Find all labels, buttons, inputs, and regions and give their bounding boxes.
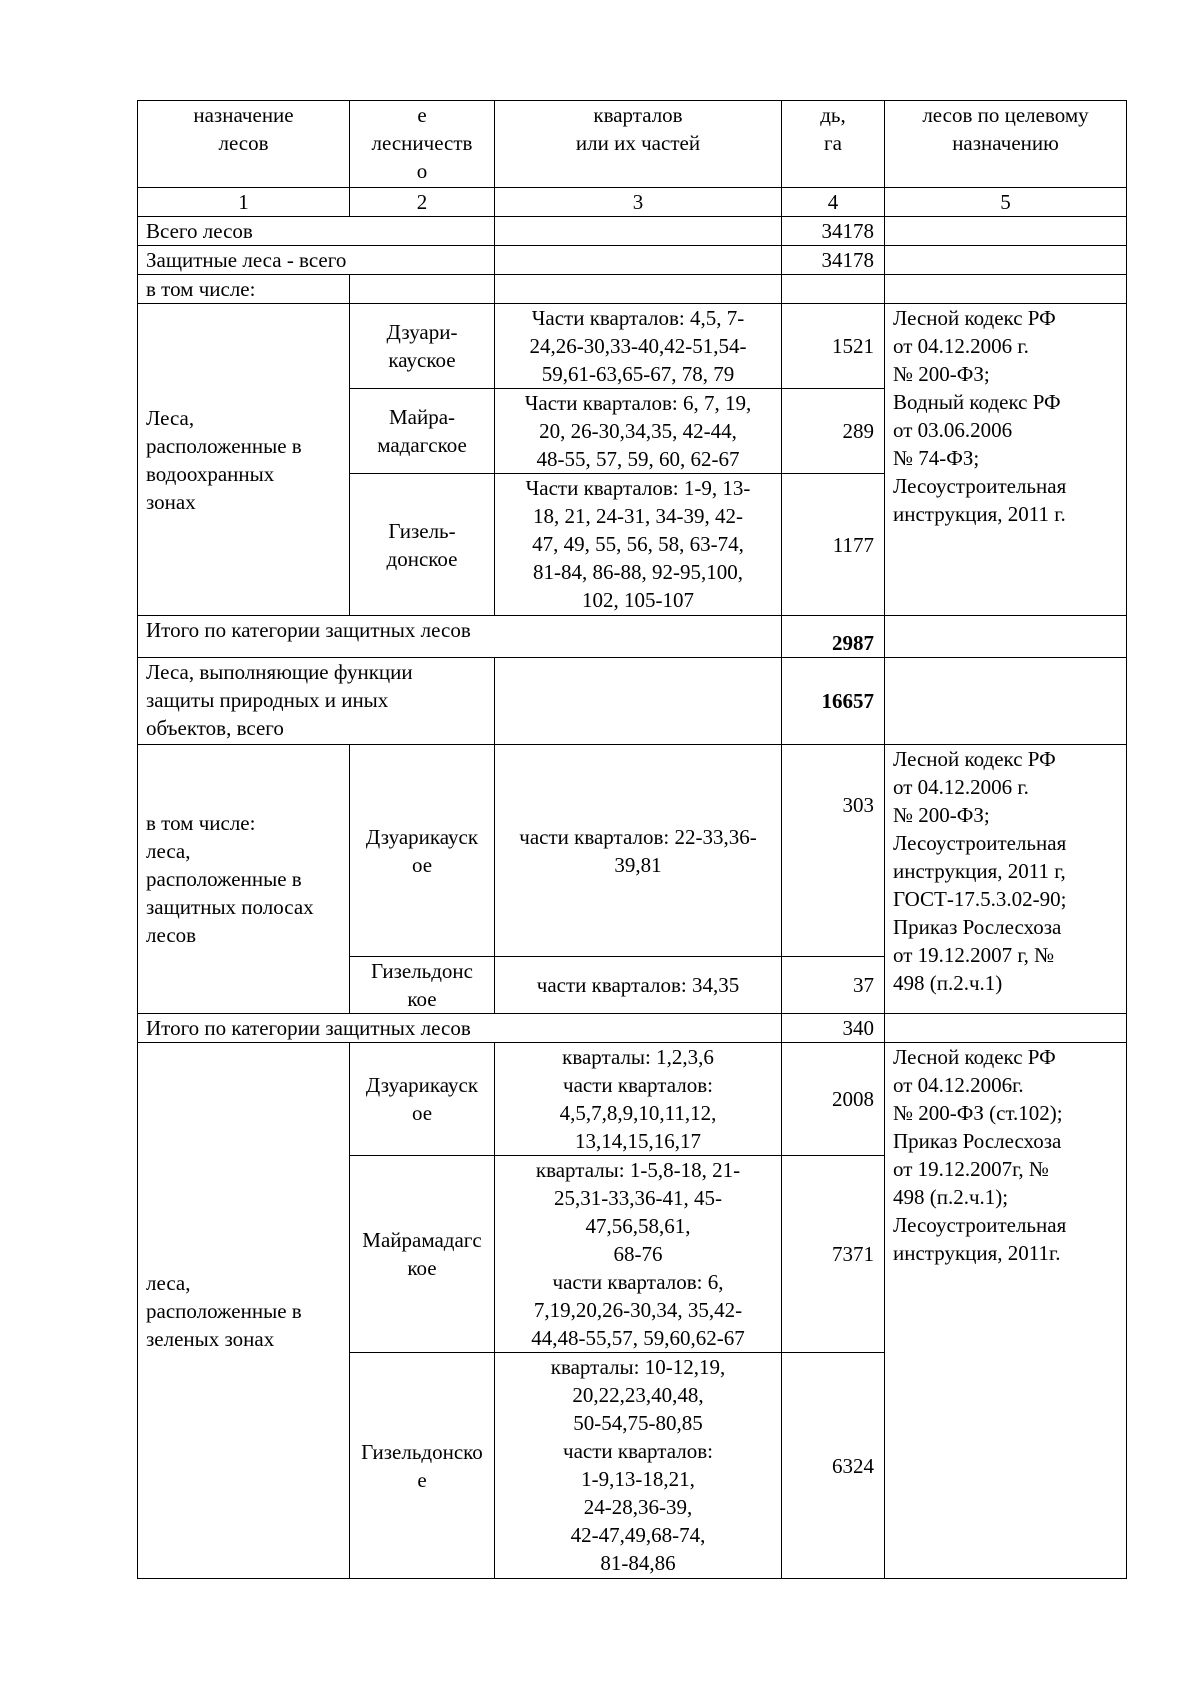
area-value: 289 xyxy=(782,389,885,474)
subtotal-label: Итого по категории защитных лесов xyxy=(138,616,782,658)
subtotal-area: 2987 xyxy=(782,616,885,658)
category-green-zones: леса, расположенные в зеленых зонах xyxy=(138,1043,350,1579)
quarters-list: части кварталов: 22-33,36- 39,81 xyxy=(495,745,782,957)
area-value: 6324 xyxy=(782,1353,885,1579)
table-row xyxy=(138,304,1127,389)
quarters-list: кварталы: 1-5,8-18, 21- 25,31-33,36-41, 45- 47,56,58,61, 68-76 части кварталов: 6, 7,19,20,26-30,34, 35,42- 44,48-55,57, 59,60,62-67 xyxy=(495,1156,782,1353)
empty-cell xyxy=(885,275,1127,304)
empty-cell xyxy=(495,217,782,246)
header-cell-purpose: назначение лесов xyxy=(138,101,350,188)
forestry-name: Гизель- донское xyxy=(350,474,495,616)
header-cell-basis: лесов по целевому назначению xyxy=(885,101,1127,188)
table-header-row xyxy=(138,101,1127,188)
header-cell-forestry: е лесничеств о xyxy=(350,101,495,188)
table-row-including xyxy=(138,275,1127,304)
empty-cell xyxy=(782,275,885,304)
forestry-name: Дзуарикауск ое xyxy=(350,745,495,957)
header-cell-area: дь, га xyxy=(782,101,885,188)
table-row-protective-total xyxy=(138,246,1127,275)
category-water-zones: Леса, расположенные в водоохранных зонах xyxy=(138,304,350,616)
quarters-list: кварталы: 1,2,3,6 части кварталов: 4,5,7,8,9,10,11,12, 13,14,15,16,17 xyxy=(495,1043,782,1156)
including-label: в том числе: xyxy=(138,275,350,304)
table-row-subtotal xyxy=(138,1014,1127,1043)
quarters-list: кварталы: 10-12,19, 20,22,23,40,48, 50-54,75-80,85 части кварталов: 1-9,13-18,21, 24-28,36-39, 42-47,49,68-74, 81-84,86 xyxy=(495,1353,782,1579)
table-row-objects-protection xyxy=(138,658,1127,745)
table-row-subtotal xyxy=(138,616,1127,658)
area-value: 1177 xyxy=(782,474,885,616)
total-area: 34178 xyxy=(782,217,885,246)
header-cell-quarters: кварталов или их частей xyxy=(495,101,782,188)
table-row xyxy=(138,745,1127,957)
forestry-name: Гизельдонс кое xyxy=(350,957,495,1014)
area-value: 2008 xyxy=(782,1043,885,1156)
empty-cell xyxy=(885,1014,1127,1043)
quarters-list: Части кварталов: 1-9, 13- 18, 21, 24-31, 34-39, 42- 47, 49, 55, 56, 58, 63-74, 81-84, 86-88, 92-95,100, 102, 105-107 xyxy=(495,474,782,616)
legal-basis: Лесной кодекс РФ от 04.12.2006 г. № 200-ФЗ; Водный кодекс РФ от 03.06.2006 № 74-ФЗ; Лесоустроительная инструкция, 2011 г. xyxy=(885,304,1127,616)
empty-cell xyxy=(885,658,1127,745)
forestry-name: Гизельдонско е xyxy=(350,1353,495,1579)
quarters-list: Части кварталов: 6, 7, 19, 20, 26-30,34,35, 42-44, 48-55, 57, 59, 60, 62-67 xyxy=(495,389,782,474)
empty-cell xyxy=(350,275,495,304)
empty-cell xyxy=(885,246,1127,275)
area-value: 7371 xyxy=(782,1156,885,1353)
empty-cell xyxy=(495,246,782,275)
protective-total-area: 34178 xyxy=(782,246,885,275)
column-number: 4 xyxy=(782,188,885,217)
protective-total-label: Защитные леса - всего xyxy=(138,246,495,275)
subtotal-area: 340 xyxy=(782,1014,885,1043)
forestry-name: Дзуари- кауское xyxy=(350,304,495,389)
column-number: 3 xyxy=(495,188,782,217)
table-row-total xyxy=(138,217,1127,246)
objects-protection-label: Леса, выполняющие функции защиты природных и иных объектов, всего xyxy=(138,658,495,745)
column-number-row xyxy=(138,188,1127,217)
quarters-list: Части кварталов: 4,5, 7- 24,26-30,33-40,42-51,54- 59,61-63,65-67, 78, 79 xyxy=(495,304,782,389)
legal-basis: Лесной кодекс РФ от 04.12.2006г. № 200-ФЗ (ст.102); Приказ Рослесхоза от 19.12.2007г, № 498 (п.2.ч.1); Лесоустроительная инструкция, 2011г. xyxy=(885,1043,1127,1579)
table-row xyxy=(138,1043,1127,1156)
area-value: 1521 xyxy=(782,304,885,389)
forestry-name: Дзуарикауск ое xyxy=(350,1043,495,1156)
forest-purpose-table xyxy=(137,100,1127,1579)
objects-protection-area: 16657 xyxy=(782,658,885,745)
forestry-name: Майрамадагс кое xyxy=(350,1156,495,1353)
column-number: 1 xyxy=(138,188,350,217)
column-number: 5 xyxy=(885,188,1127,217)
empty-cell xyxy=(495,275,782,304)
area-value: 303 xyxy=(782,745,885,957)
empty-cell xyxy=(885,616,1127,658)
empty-cell xyxy=(495,658,782,745)
empty-cell xyxy=(885,217,1127,246)
subtotal-label: Итого по категории защитных лесов xyxy=(138,1014,782,1043)
forestry-name: Майра- мадагское xyxy=(350,389,495,474)
total-label: Всего лесов xyxy=(138,217,495,246)
legal-basis: Лесной кодекс РФ от 04.12.2006 г. № 200-ФЗ; Лесоустроительная инструкция, 2011 г, ГОСТ-17.5.3.02-90; Приказ Рослесхоза от 19.12.2007 г, № 498 (п.2.ч.1) xyxy=(885,745,1127,1014)
category-protective-strips: в том числе: леса, расположенные в защитных полосах лесов xyxy=(138,745,350,1014)
quarters-list: части кварталов: 34,35 xyxy=(495,957,782,1014)
column-number: 2 xyxy=(350,188,495,217)
area-value: 37 xyxy=(782,957,885,1014)
